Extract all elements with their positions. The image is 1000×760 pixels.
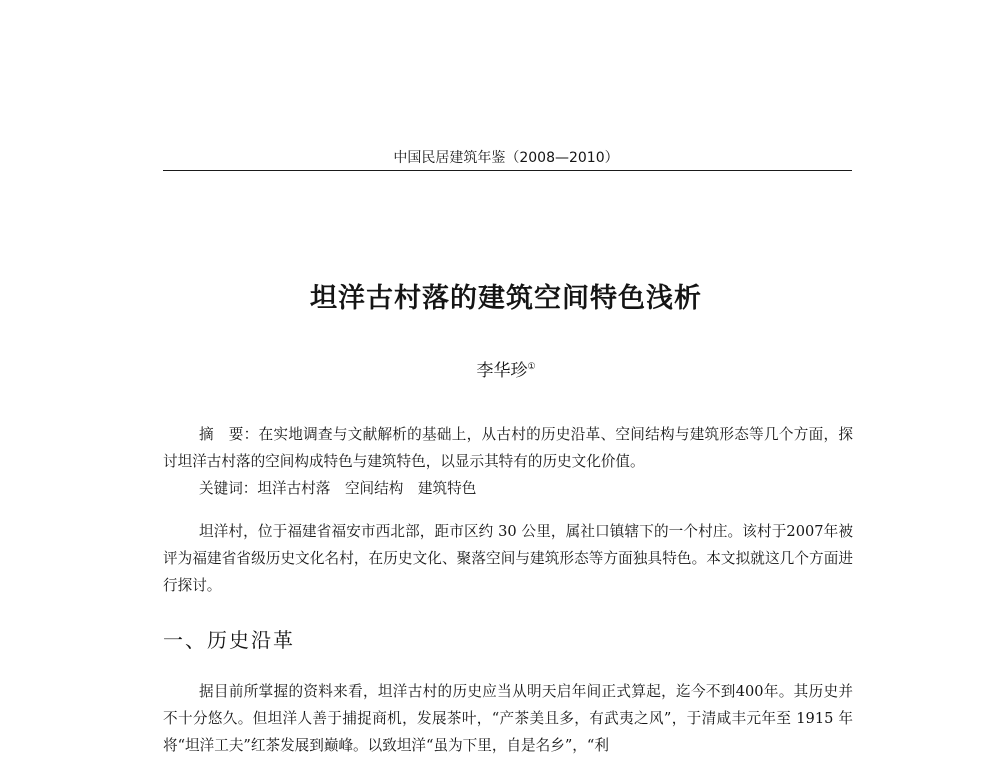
abstract-label: 摘 要：: [199, 426, 259, 443]
header-rule: [163, 170, 852, 171]
intro-block: [163, 518, 853, 599]
keywords-line: [163, 475, 853, 502]
author-footnote-mark: ①: [527, 362, 536, 372]
section-paragraph: 据目前所掌握的资料来看，坦洋古村的历史应当从明天启年间正式算起，迄今不到400年。其历史并不十分悠久。但坦洋人善于捕捉商机，发展茶叶，“产茶美且多，有武夷之风”，于清咸丰元年至 1915 年将“坦洋工夫”红茶发展到巅峰。以致坦洋“虽为下里，自是名乡”，“利: [163, 683, 853, 754]
section-heading: 一、历史沿革: [163, 628, 295, 652]
keywords-label: 关键词：: [199, 480, 258, 497]
article-title: 坦洋古村落的建筑空间特色浅析: [310, 283, 702, 314]
author-name: 李华珍: [476, 361, 528, 381]
author-line: [160, 356, 852, 381]
abstract-text: 在实地调查与文献解析的基础上，从古村的历史沿革、空间结构与建筑形态等几个方面，探讨坦洋古村落的空间构成特色与建筑特色，以显示其特有的历史文化价值。: [163, 426, 853, 470]
section-body-block: [163, 678, 853, 759]
keywords-text: 坦洋古村落 空间结构 建筑特色: [257, 480, 477, 497]
abstract-paragraph: [163, 421, 853, 475]
abstract-block: [163, 421, 853, 502]
running-header: 中国民居建筑年鉴（2008—2010）: [393, 150, 619, 166]
intro-paragraph: 坦洋村，位于福建省福安市西北部，距市区约 30 公里，属社口镇辖下的一个村庄。该村于2007年被评为福建省省级历史文化名村，在历史文化、聚落空间与建筑形态等方面独具特色。本文拟就这几个方面进行探讨。: [163, 523, 853, 594]
